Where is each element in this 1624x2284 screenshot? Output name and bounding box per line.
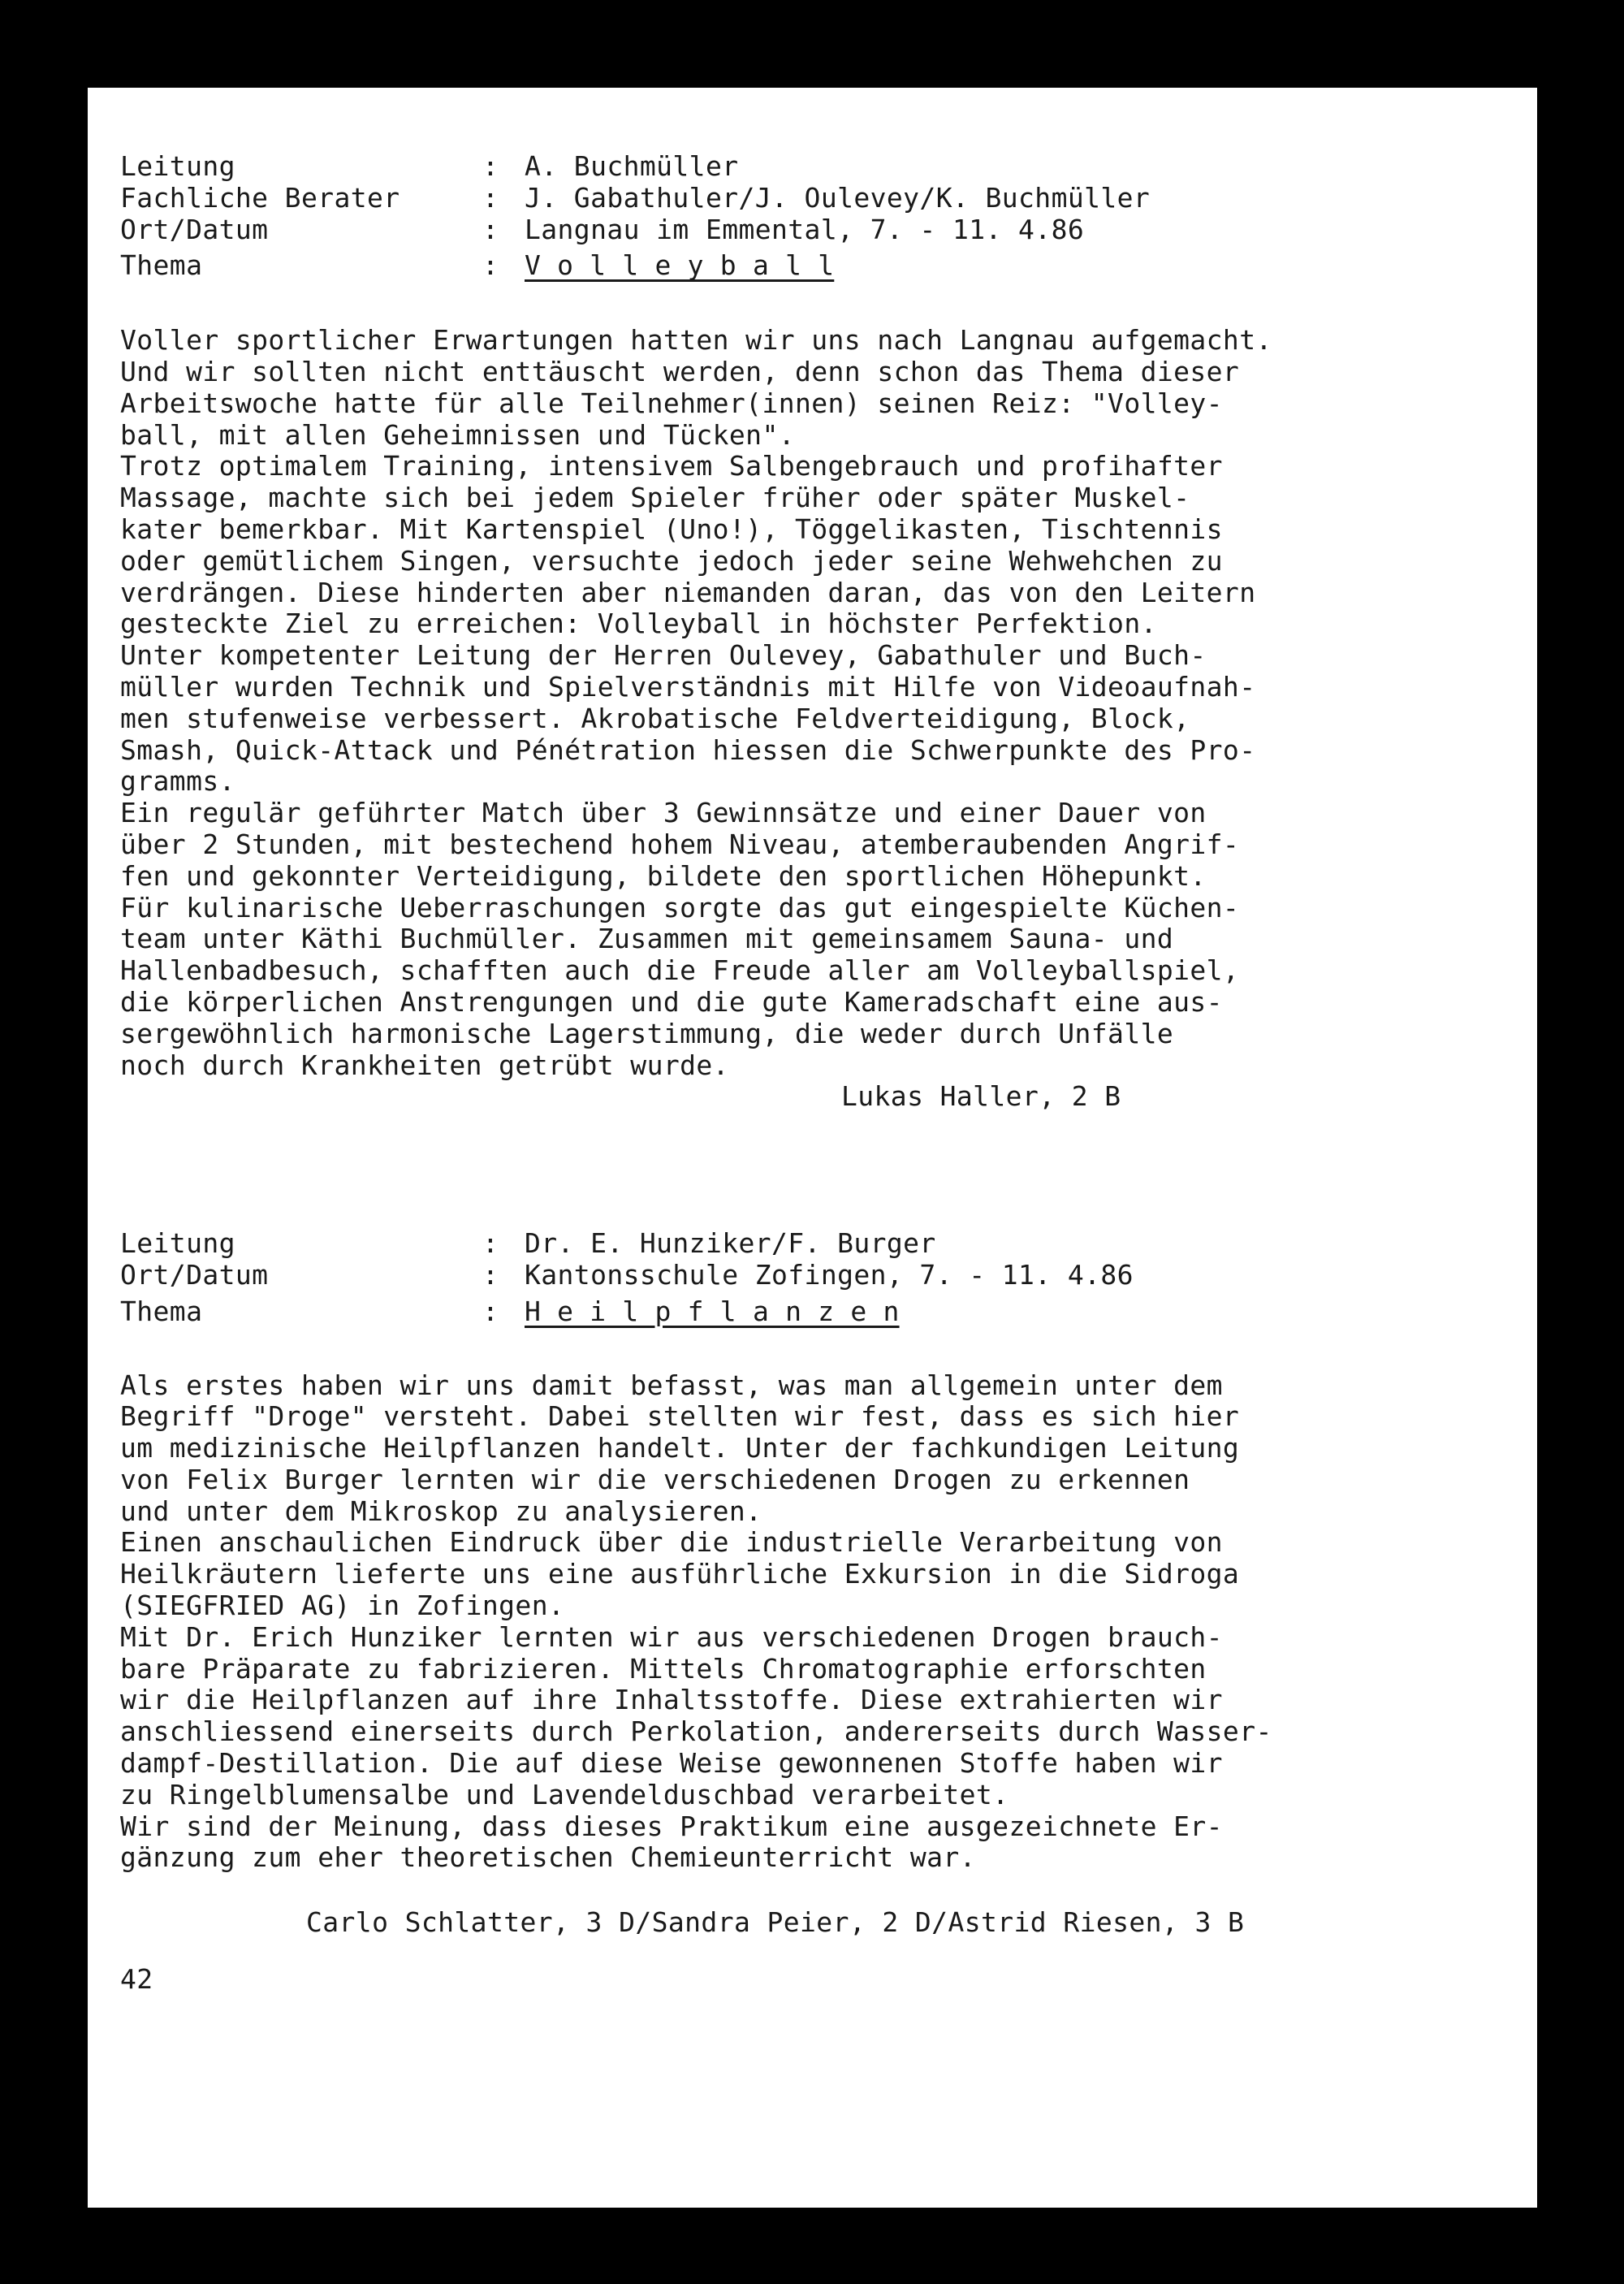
body-line: über 2 Stunden, mit bestechend hohem Niveau, atemberaubenden Angrif- xyxy=(120,828,1240,860)
body-line: um medizinische Heilpflanzen handelt. Unter der fachkundigen Leitung xyxy=(120,1432,1240,1464)
body-line: Unter kompetenter Leitung der Herren Oulevey, Gabathuler und Buch- xyxy=(120,639,1207,672)
body-line: ball, mit allen Geheimnissen und Tücken". xyxy=(120,418,795,451)
body-line: Einen anschaulichen Eindruck über die industrielle Verarbeitung von xyxy=(120,1526,1223,1559)
body-line: wir die Heilpflanzen auf ihre Inhaltsstoffe. Diese extrahierten wir xyxy=(120,1684,1223,1716)
meta-label-ort-datum: Ort/Datum xyxy=(120,213,269,245)
body-line: Smash, Quick-Attack und Pénétration hiessen die Schwerpunkte des Pro- xyxy=(120,733,1256,766)
meta-separator: : xyxy=(482,181,499,214)
body-line: fen und gekonnter Verteidigung, bildete den sportlichen Höhepunkt. xyxy=(120,859,1207,892)
body-line: zu Ringelblumensalbe und Lavendelduschbad verarbeitet. xyxy=(120,1778,1009,1810)
body-line: Ein regulär geführter Match über 3 Gewinnsätze und einer Dauer von xyxy=(120,797,1207,829)
body-line: gesteckte Ziel zu erreichen: Volleyball in höchster Perfektion. xyxy=(120,608,1157,640)
meta-value-berater: J. Gabathuler/J. Oulevey/K. Buchmüller xyxy=(525,181,1151,214)
thema-row xyxy=(120,1296,1436,1328)
report-heilpflanzen xyxy=(120,1228,1436,1939)
page-number: 42 xyxy=(120,1963,153,1996)
report-signature: Lukas Haller, 2 B xyxy=(841,1080,1121,1113)
meta-separator: : xyxy=(482,1227,499,1260)
meta-separator: : xyxy=(482,249,499,282)
body-line: und unter dem Mikroskop zu analysieren. xyxy=(120,1495,762,1527)
body-line: Mit Dr. Erich Hunziker lernten wir aus verschiedenen Drogen brauch- xyxy=(120,1620,1223,1653)
meta-label-leitung: Leitung xyxy=(120,150,235,182)
meta-value-leitung: Dr. E. Hunziker/F. Burger xyxy=(525,1227,936,1260)
thema-label: Thema xyxy=(120,249,203,282)
thema-title: H e i l p f l a n z e n xyxy=(525,1295,900,1327)
body-line: Als erstes haben wir uns damit befasst, was man allgemein unter dem xyxy=(120,1369,1223,1401)
meta-separator: : xyxy=(482,150,499,182)
thema-row xyxy=(120,250,1436,282)
body-line: verdrängen. Diese hinderten aber niemanden daran, das von den Leitern xyxy=(120,576,1256,608)
report-volleyball xyxy=(120,151,1436,1113)
body-line: oder gemütlichem Singen, versuchte jedoch jeder seine Wehwehchen zu xyxy=(120,544,1223,577)
body-line: sergewöhnlich harmonische Lagerstimmung, die weder durch Unfälle xyxy=(120,1017,1174,1049)
body-line: gänzung zum eher theoretischen Chemieunterricht war. xyxy=(120,1841,976,1874)
report-body xyxy=(120,325,1436,1081)
body-line: Voller sportlicher Erwartungen hatten wir uns nach Langnau aufgemacht. xyxy=(120,324,1272,357)
body-line: Für kulinarische Ueberraschungen sorgte das gut eingespielte Küchen- xyxy=(120,891,1240,924)
body-line: noch durch Krankheiten getrübt wurde. xyxy=(120,1049,729,1081)
thema-label: Thema xyxy=(120,1295,203,1327)
meta-separator: : xyxy=(482,1258,499,1291)
body-line: gramms. xyxy=(120,765,235,798)
body-line: dampf-Destillation. Die auf diese Weise gewonnenen Stoffe haben wir xyxy=(120,1747,1223,1780)
body-line: Begriff "Droge" versteht. Dabei stellten wir fest, dass es sich hier xyxy=(120,1400,1240,1433)
body-line: Heilkräutern lieferte uns eine ausführliche Exkursion in die Sidroga xyxy=(120,1558,1240,1590)
report-meta xyxy=(120,151,1436,245)
body-line: Trotz optimalem Training, intensivem Salbengebrauch und profihafter xyxy=(120,450,1223,482)
body-line: Hallenbadbesuch, schafften auch die Freude aller am Volleyballspiel, xyxy=(120,954,1240,987)
body-line: von Felix Burger lernten wir die verschiedenen Drogen zu erkennen xyxy=(120,1463,1190,1495)
meta-label-leitung: Leitung xyxy=(120,1227,235,1260)
meta-separator: : xyxy=(482,213,499,245)
body-line: müller wurden Technik und Spielverständnis mit Hilfe von Videoaufnah- xyxy=(120,670,1256,703)
body-line: anschliessend einerseits durch Perkolation, andererseits durch Wasser- xyxy=(120,1715,1272,1748)
body-line: Und wir sollten nicht enttäuscht werden, denn schon das Thema dieser xyxy=(120,355,1240,387)
meta-label-ort-datum: Ort/Datum xyxy=(120,1258,269,1291)
report-meta xyxy=(120,1228,1436,1291)
meta-value-ort-datum: Langnau im Emmental, 7. - 11. 4.86 xyxy=(525,213,1085,245)
body-line: (SIEGFRIED AG) in Zofingen. xyxy=(120,1590,565,1622)
report-body xyxy=(120,1370,1436,1875)
page-content xyxy=(120,151,1436,1996)
body-line: Arbeitswoche hatte für alle Teilnehmer(innen) seinen Reiz: "Volley- xyxy=(120,387,1223,419)
meta-value-leitung: A. Buchmüller xyxy=(525,150,739,182)
body-line: team unter Käthi Buchmüller. Zusammen mit gemeinsamem Sauna- und xyxy=(120,923,1174,955)
body-line: Massage, machte sich bei jedem Spieler früher oder später Muskel- xyxy=(120,482,1190,514)
body-line: kater bemerkbar. Mit Kartenspiel (Uno!), Töggelikasten, Tischtennis xyxy=(120,513,1223,545)
body-line: men stufenweise verbessert. Akrobatische Feldverteidigung, Block, xyxy=(120,702,1190,734)
report-signature: Carlo Schlatter, 3 D/Sandra Peier, 2 D/Astrid Riesen, 3 B xyxy=(306,1906,1245,1939)
body-line: bare Präparate zu fabrizieren. Mittels Chromatographie erforschten xyxy=(120,1652,1207,1685)
body-line: Wir sind der Meinung, dass dieses Praktikum eine ausgezeichnete Er- xyxy=(120,1810,1223,1842)
body-line: die körperlichen Anstrengungen und die gute Kameradschaft eine aus- xyxy=(120,985,1223,1018)
meta-value-ort-datum: Kantonsschule Zofingen, 7. - 11. 4.86 xyxy=(525,1258,1134,1291)
meta-label-berater: Fachliche Berater xyxy=(120,181,400,214)
thema-title: V o l l e y b a l l xyxy=(525,249,835,282)
meta-separator: : xyxy=(482,1295,499,1327)
